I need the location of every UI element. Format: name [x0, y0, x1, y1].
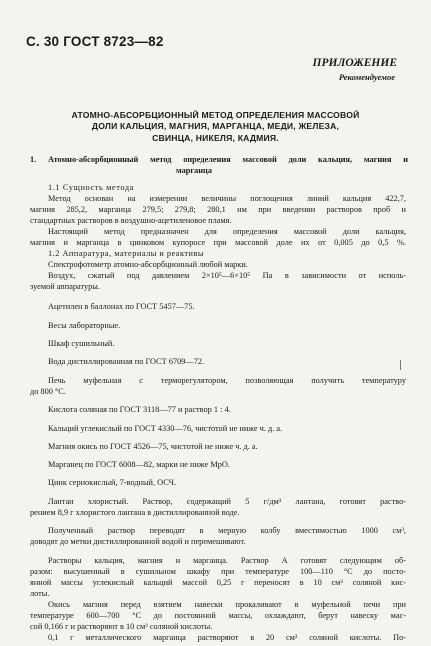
paragraph-line: Марганец по ГОСТ 6008—82, марки не ниже МрО. [48, 460, 230, 469]
paragraph-line: температуре 600—700 °С до постоянной массы, охлаждают, берут навеску мас- [30, 611, 406, 620]
paragraph-line: Метод основан на измерении величины поглощения линий кальция 422,7, [48, 194, 406, 203]
margin-mark [400, 360, 401, 370]
paragraph-line: лоты. [30, 589, 50, 598]
paragraph-line: Спектрофотометр атомно-абсорбционный любой марки. [48, 260, 248, 269]
appendix-label: ПРИЛОЖЕНИЕ [312, 57, 397, 69]
title-line: СВИНЦА, НИКЕЛЯ, КАДМИЯ. [152, 132, 279, 143]
paragraph-line: до 800 °С. [30, 387, 66, 396]
paragraph-line: Растворы кальция, магния и марганца. Раствор А готовят следующим об- [48, 556, 406, 565]
subsection-heading: 1.1 Сущность метода [48, 183, 134, 192]
document-title [30, 110, 401, 144]
page-header: С. 30 ГОСТ 8723—82 [26, 34, 164, 49]
appendix-status: Рекомендуемое [338, 72, 395, 82]
title-line: ДОЛИ КАЛЬЦИЯ, МАГНИЯ, МАРГАНЦА, МЕДИ, ЖЕЛЕЗА, [91, 121, 340, 132]
paragraph-line: янной массы углекислый кальций массой 0,25 г переносят в 10 см³ соляной кис- [30, 578, 406, 587]
paragraph-line: Настоящий метод предназначен для определения массовой доли кальция, [48, 227, 406, 236]
paragraph-line: доводят до метки дистиллированной водой и перемешивают. [30, 537, 246, 546]
paragraph-line: Кальций углекислый по ГОСТ 4330—76, чистотой не ниже ч. д. а. [48, 424, 283, 433]
paragraph-line: разом: высушенный в сушильном шкафу при температуре 100—110 °С до посто- [30, 567, 406, 576]
paragraph-line: Лантан хлористый. Раствор, содержащий 5 г/дм³ лантана, готовят раство- [48, 497, 406, 506]
section-heading [30, 155, 408, 176]
paragraph-line: Кислота соляная по ГОСТ 3118—77 и раствор 1 : 4. [48, 405, 231, 414]
section-heading-line: марганца [176, 165, 212, 175]
paragraph-line: Шкаф сушильный. [48, 339, 115, 348]
title-line: АТОМНО-АБСОРБЦИОННЫЙ МЕТОД ОПРЕДЕЛЕНИЯ МАССОВОЙ [71, 110, 360, 120]
subsection-heading: 1.2 Аппаратура, материалы и реактивы [48, 249, 204, 258]
paragraph-line: рением 8,9 г хлористого лантана в дистиллированной воде. [30, 508, 240, 517]
paragraph-line: стандартных растворов в воздушно-ацетиленовое пламя. [30, 216, 232, 225]
paragraph-line: 0,1 г металлического марганца растворяют в 20 см³ соляной кислоты. По- [48, 633, 406, 642]
paragraph-line: зуемой аппаратуры. [30, 282, 100, 291]
paragraph-line: Окись магния перед взятием навески прокаливают в муфельной печи при [48, 600, 406, 609]
paragraph-line: Ацетилен в баллонах по ГОСТ 5457—75. [48, 302, 195, 311]
paragraph-line: Цинк сернокислый, 7-водный, ОСЧ. [48, 478, 177, 487]
paragraph-line: сой 0,166 г и растворяют в 10 см³ соляной кислоты. [30, 622, 213, 631]
paragraph-line: магния 285,2, марганца 279,5; 279,8; 280,1 нм при введении растворов проб и [30, 205, 406, 214]
paragraph-line: Печь муфельная с терморегулятором, позволяющая получить температуру [48, 376, 406, 385]
paragraph-line: магния и марганца в цинковом купоросе при массовой доле их от 0,005 до 0,5 %. [30, 238, 406, 247]
paragraph-line: Вода дистиллированная по ГОСТ 6709—72. [48, 357, 205, 366]
section-heading-line: 1. Атомно-абсорбционный метод определения массовой доли кальция, магния и [30, 155, 408, 164]
paragraph-line: Весы лабораторные. [48, 321, 121, 330]
paragraph-line: Магния окись по ГОСТ 4526—75, чистотой не ниже ч. д. а. [48, 442, 258, 451]
paragraph-line: Воздух, сжатый под давлением 2×10⁵—6×10⁵ Па в зависимости от исполь- [48, 271, 406, 280]
paragraph-line: Полученный раствор переводят в мерную колбу вместимостью 1000 см³, [48, 526, 406, 535]
